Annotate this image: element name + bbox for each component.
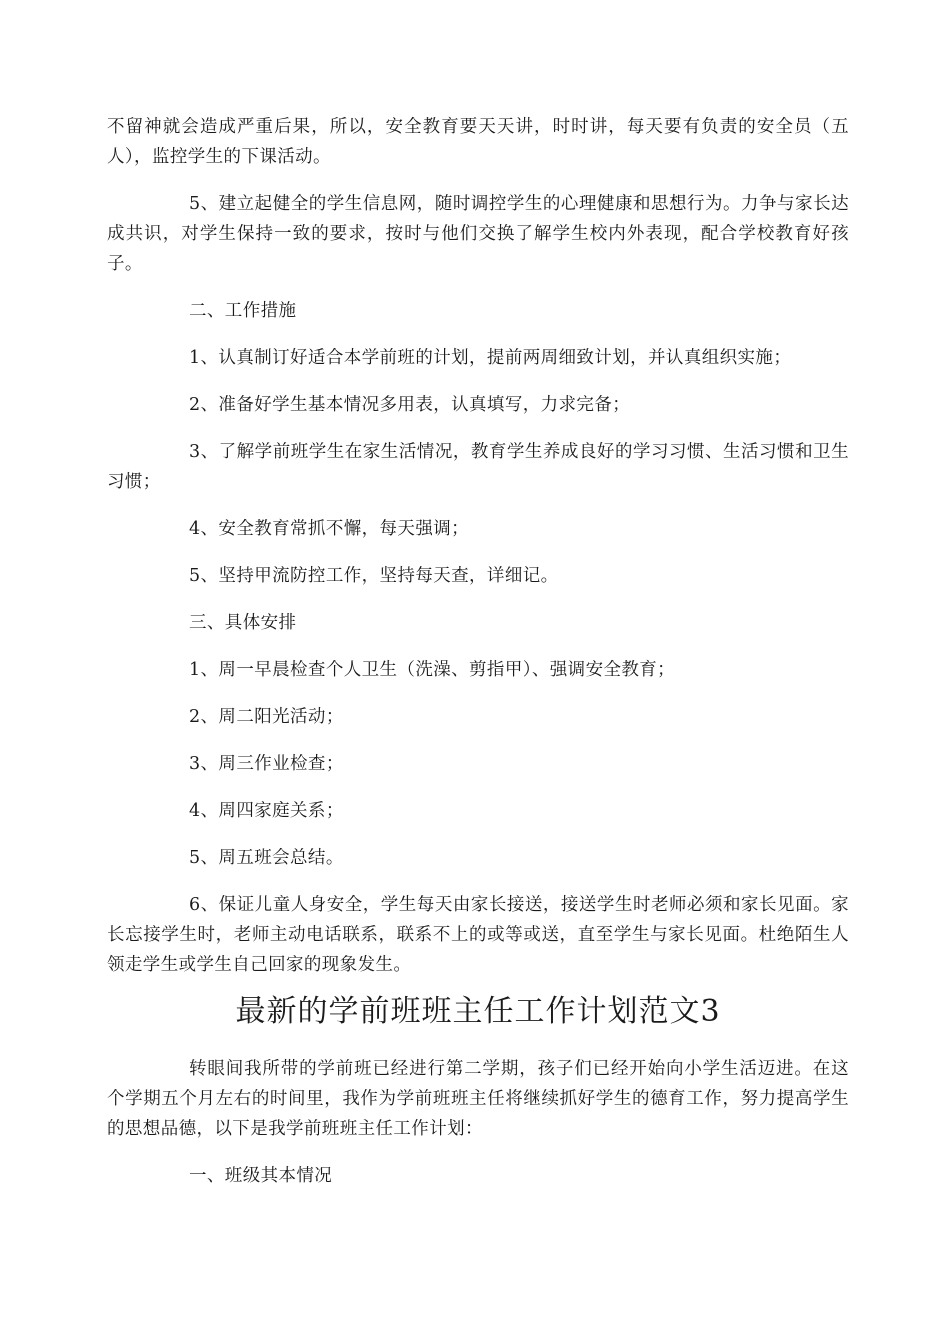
document-page [107, 112, 849, 1191]
schedule-item-1: 1、周一早晨检查个人卫生（洗澡、剪指甲）、强调安全教育； [189, 660, 676, 680]
measure-item-1: 1、认真制订好适合本学前班的计划，提前两周细致计划，并认真组织实施； [189, 348, 792, 368]
schedule-item-3: 3、周三作业检查； [189, 754, 344, 774]
paragraph-info-network: 5、建立起健全的学生信息网，随时调控学生的心理健康和思想行为。力争与家长达成共识，对学生保持一致的要求，按时与他们交换了解学生校内外表现，配合学校教育好孩子。 [107, 194, 849, 274]
section-heading-measures: 二、工作措施 [189, 301, 297, 321]
section-heading-schedule: 三、具体安排 [189, 613, 297, 633]
paragraph-intro: 转眼间我所带的学前班已经进行第二学期，孩子们已经开始向小学生活迈进。在这个学期五个月左右的时间里，我作为学前班班主任将继续抓好学生的德育工作，努力提高学生的思想品德，以下是我学前班班主任工作计划： [107, 1059, 849, 1139]
measure-item-4: 4、安全教育常抓不懈，每天强调； [189, 519, 470, 539]
section-heading-class-info: 一、班级其本情况 [189, 1166, 333, 1186]
measure-item-3: 3、了解学前班学生在家生活情况，教育学生养成良好的学习习惯、生活习惯和卫生习惯； [107, 442, 849, 492]
schedule-item-6: 6、保证儿童人身安全，学生每天由家长接送，接送学生时老师必须和家长见面。家长忘接学生时，老师主动电话联系，联系不上的或等或送，直至学生与家长见面。杜绝陌生人领走学生或学生自己回家的现象发生。 [107, 895, 849, 975]
schedule-item-4: 4、周四家庭关系； [189, 801, 344, 821]
measure-item-5: 5、坚持甲流防控工作，坚持每天查，详细记。 [189, 566, 559, 586]
schedule-item-5: 5、周五班会总结。 [189, 848, 344, 868]
section-title: 最新的学前班班主任工作计划范文3 [235, 994, 721, 1029]
measure-item-2: 2、准备好学生基本情况多用表，认真填写，力求完备； [189, 395, 631, 415]
schedule-item-2: 2、周二阳光活动； [189, 707, 344, 727]
paragraph-safety-continued: 不留神就会造成严重后果，所以，安全教育要天天讲，时时讲，每天要有负责的安全员（五人），监控学生的下课活动。 [107, 117, 849, 167]
